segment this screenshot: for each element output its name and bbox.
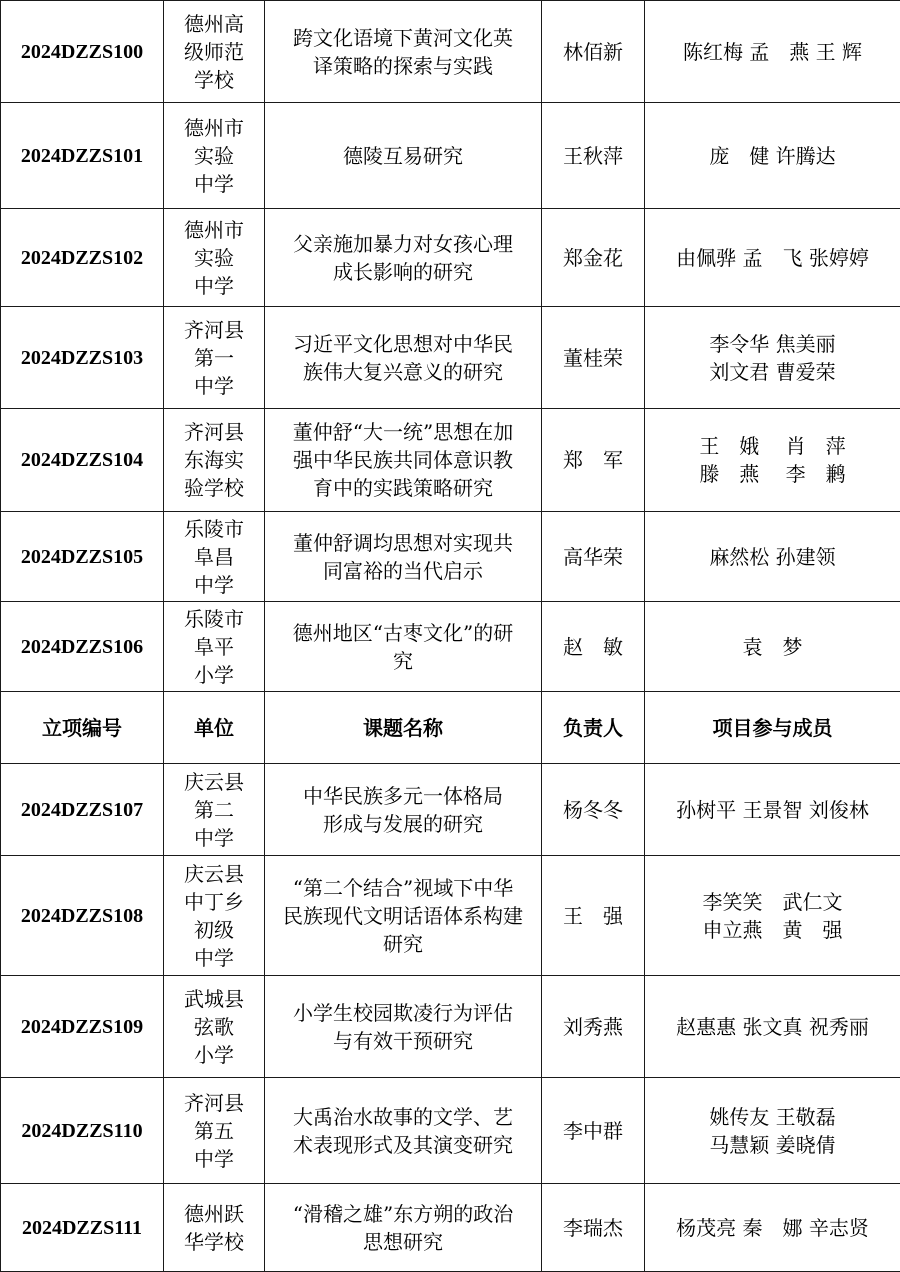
project-title: “滑稽之雄”东方朔的政治 思想研究 [265, 1184, 542, 1272]
project-title: 跨文化语境下黄河文化英 译策略的探索与实践 [265, 1, 542, 103]
project-code: 2024DZZS107 [1, 764, 164, 856]
project-leader: 王 强 [542, 856, 645, 976]
project-code: 2024DZZS104 [1, 409, 164, 512]
project-title: 小学生校园欺凌行为评估 与有效干预研究 [265, 976, 542, 1078]
project-members: 姚传友 王敬磊 马慧颖 姜晓倩 [645, 1078, 900, 1184]
unit-name: 德州市 实验 中学 [164, 209, 265, 307]
unit-name: 乐陵市 阜昌 中学 [164, 512, 265, 602]
project-code: 2024DZZS108 [1, 856, 164, 976]
table-row [1, 764, 900, 856]
project-code: 2024DZZS111 [1, 1184, 164, 1272]
project-members: 袁 梦 [645, 602, 900, 692]
project-members: 庞 健 许腾达 [645, 103, 900, 209]
header-unit: 单位 [164, 692, 265, 764]
unit-name: 武城县 弦歌 小学 [164, 976, 265, 1078]
header-members: 项目参与成员 [645, 692, 900, 764]
project-members: 孙树平 王景智 刘俊林 [645, 764, 900, 856]
project-code: 2024DZZS102 [1, 209, 164, 307]
project-leader: 郑 军 [542, 409, 645, 512]
project-title: 大禹治水故事的文学、艺 术表现形式及其演变研究 [265, 1078, 542, 1184]
project-members: 王 娥 肖 萍 滕 燕 李 鹣 [645, 409, 900, 512]
unit-name: 齐河县 第一 中学 [164, 307, 265, 409]
table-row [1, 1184, 900, 1272]
table-row [1, 602, 900, 692]
project-code: 2024DZZS105 [1, 512, 164, 602]
project-title: 习近平文化思想对中华民 族伟大复兴意义的研究 [265, 307, 542, 409]
unit-name: 齐河县 东海实 验学校 [164, 409, 265, 512]
project-code: 2024DZZS109 [1, 976, 164, 1078]
unit-name: 庆云县 中丁乡 初级 中学 [164, 856, 265, 976]
table-header-row [1, 692, 900, 764]
project-code: 2024DZZS106 [1, 602, 164, 692]
unit-name: 庆云县 第二 中学 [164, 764, 265, 856]
project-code: 2024DZZS103 [1, 307, 164, 409]
header-title: 课题名称 [265, 692, 542, 764]
table-row [1, 307, 900, 409]
project-leader: 赵 敏 [542, 602, 645, 692]
header-code: 立项编号 [1, 692, 164, 764]
project-leader: 郑金花 [542, 209, 645, 307]
table-row [1, 209, 900, 307]
project-title: 父亲施加暴力对女孩心理 成长影响的研究 [265, 209, 542, 307]
unit-name: 乐陵市 阜平 小学 [164, 602, 265, 692]
project-leader: 李瑞杰 [542, 1184, 645, 1272]
unit-name: 齐河县 第五 中学 [164, 1078, 265, 1184]
project-members: 陈红梅 孟 燕 王 辉 [645, 1, 900, 103]
project-leader: 刘秀燕 [542, 976, 645, 1078]
project-code: 2024DZZS110 [1, 1078, 164, 1184]
project-title: 中华民族多元一体格局 形成与发展的研究 [265, 764, 542, 856]
project-title: 董仲舒调均思想对实现共 同富裕的当代启示 [265, 512, 542, 602]
project-members: 李笑笑 武仁文 申立燕 黄 强 [645, 856, 900, 976]
unit-name: 德州跃 华学校 [164, 1184, 265, 1272]
project-members: 麻然松 孙建领 [645, 512, 900, 602]
table-row [1, 1, 900, 103]
project-leader: 高华荣 [542, 512, 645, 602]
table-row [1, 409, 900, 512]
project-title: 德州地区“古枣文化”的研 究 [265, 602, 542, 692]
project-leader: 王秋萍 [542, 103, 645, 209]
project-table-body [1, 1, 900, 1272]
project-title: 德陵互易研究 [265, 103, 542, 209]
project-leader: 李中群 [542, 1078, 645, 1184]
project-members: 李令华 焦美丽 刘文君 曹爱荣 [645, 307, 900, 409]
project-title: “第二个结合”视域下中华 民族现代文明话语体系构建 研究 [265, 856, 542, 976]
unit-name: 德州市 实验 中学 [164, 103, 265, 209]
project-members: 赵惠惠 张文真 祝秀丽 [645, 976, 900, 1078]
table-row [1, 103, 900, 209]
project-code: 2024DZZS101 [1, 103, 164, 209]
project-members: 杨茂亮 秦 娜 辛志贤 [645, 1184, 900, 1272]
table-row [1, 1078, 900, 1184]
project-leader: 董桂荣 [542, 307, 645, 409]
table-row [1, 512, 900, 602]
header-leader: 负责人 [542, 692, 645, 764]
project-leader: 林佰新 [542, 1, 645, 103]
table-row [1, 976, 900, 1078]
project-title: 董仲舒“大一统”思想在加 强中华民族共同体意识教 育中的实践策略研究 [265, 409, 542, 512]
unit-name: 德州高 级师范 学校 [164, 1, 265, 103]
project-members: 由佩骅 孟 飞 张婷婷 [645, 209, 900, 307]
table-row [1, 856, 900, 976]
project-code: 2024DZZS100 [1, 1, 164, 103]
project-leader: 杨冬冬 [542, 764, 645, 856]
